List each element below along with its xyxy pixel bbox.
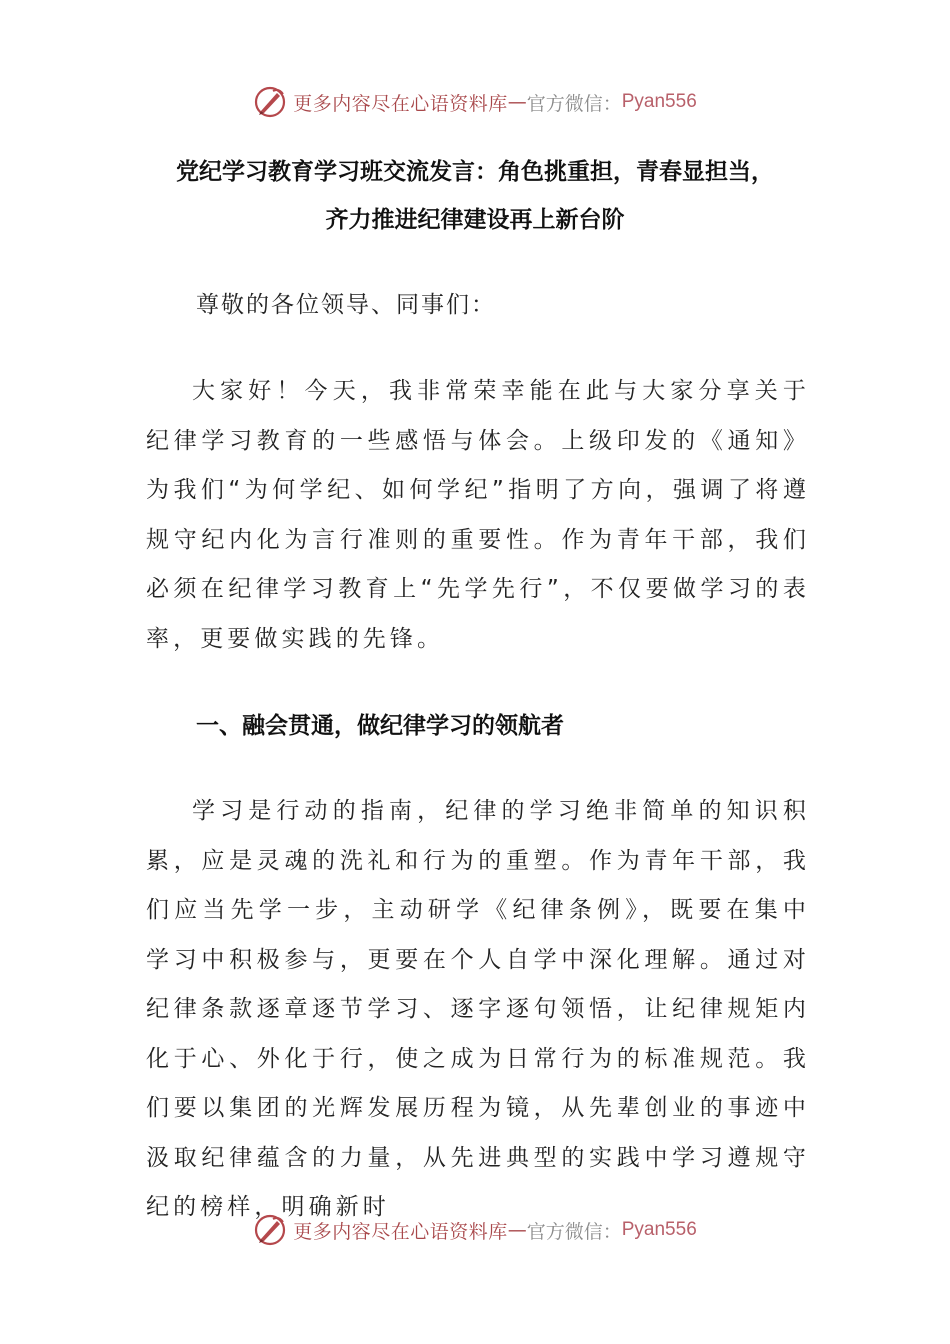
banner-wechat-label: 官方微信： bbox=[526, 1220, 622, 1243]
pen-logo-icon bbox=[253, 85, 287, 119]
banner-wechat-label: 官方微信： bbox=[526, 92, 622, 115]
pen-logo-icon bbox=[253, 1213, 287, 1247]
footer-watermark-banner bbox=[0, 1210, 950, 1250]
document-title-line1: 党纪学习教育学习班交流发言：角色挑重担，青春显担当， bbox=[176, 159, 774, 185]
header-watermark-banner bbox=[0, 82, 950, 122]
banner-dash: — bbox=[507, 1219, 527, 1241]
banner-wechat-id: Pyan556 bbox=[621, 91, 697, 112]
banner-slogan: 更多内容尽在心语资料库 bbox=[293, 92, 508, 115]
body-paragraph-section1: 学习是行动的指南，纪律的学习绝非简单的知识积累，应是灵魂的洗礼和行为的重塑。作为青年干部，我们应当先学一步，主动研学《纪律条例》，既要在集中学习中积极参与，更要在个人自学中深化理解。通过对纪律条款逐章逐节学习、逐字逐句领悟，让纪律规矩内化于心、外化于行，使之成为日常行为的标准规范。我们要以集团的光辉发展历程为镜，从先辈创业的事迹中汲取纪律蕴含的力量，从先进典型的实践中学习遵规守纪的榜样，明确新时 bbox=[146, 798, 810, 1220]
banner-wechat-id: Pyan556 bbox=[621, 1219, 697, 1240]
salutation: 尊敬的各位领导、同事们： bbox=[196, 292, 496, 318]
document-title-line2: 齐力推进纪律建设再上新台阶 bbox=[325, 207, 625, 233]
body-paragraph-intro: 大家好！今天，我非常荣幸能在此与大家分享关于纪律学习教育的一些感悟与体会。上级印发的《通知》为我们“为何学纪、如何学纪”指明了方向，强调了将遵规守纪内化为言行准则的重要性。作为青年干部，我们必须在纪律学习教育上“先学先行”，不仅要做学习的表率，更要做实践的先锋。 bbox=[146, 378, 810, 652]
banner-dash: — bbox=[507, 91, 527, 113]
banner-slogan: 更多内容尽在心语资料库 bbox=[293, 1220, 508, 1243]
section-heading-1: 一、融会贯通，做纪律学习的领航者 bbox=[196, 713, 564, 739]
